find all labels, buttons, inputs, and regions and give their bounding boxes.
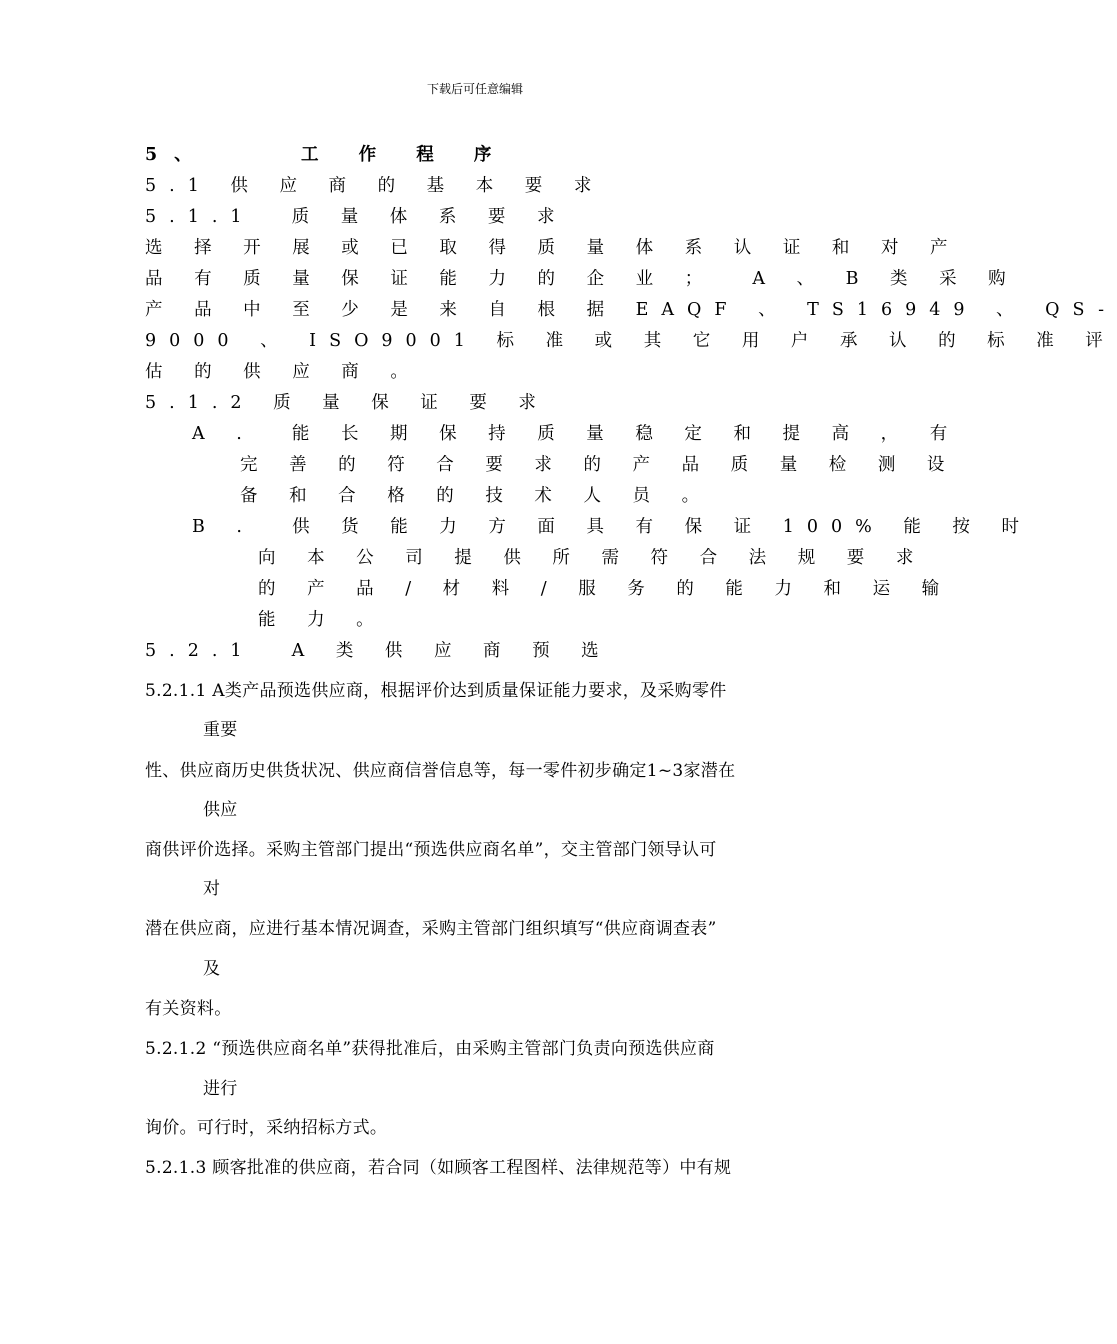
list-item-continuation: 向 本 公 司 提 供 所 需 符 合 法 规 要 求 (258, 548, 927, 568)
paragraph-line: 潜在供应商，应进行基本情况调查，采购主管部门组织填写“供应商调查表” (145, 919, 717, 939)
paragraph-line: 5.2.1.1 A类产品预选供应商，根据评价达到质量保证能力要求，及采购零件 (145, 681, 727, 701)
paragraph-wrap: 重要 (203, 720, 238, 740)
page-header-note: 下载后可任意编辑 (426, 82, 523, 96)
paragraph-line: 询价。可行时，采纳招标方式。 (145, 1118, 388, 1138)
paragraph-wrap: 及 (203, 959, 221, 979)
paragraph-line: 有关资料。 (145, 999, 232, 1019)
subsection-heading: 5.1 供 应 商 的 基 本 要 求 (145, 176, 605, 196)
list-item-continuation: 完 善 的 符 合 要 求 的 产 品 质 量 检 测 设 (240, 455, 958, 475)
paragraph-line: 产 品 中 至 少 是 来 自 根 据 EAQF 、 TS16949 、 QS- (145, 300, 1117, 320)
section-heading: 5、 工 作 程 序 (145, 145, 509, 165)
list-item-continuation: 备 和 合 格 的 技 术 人 员 。 (240, 486, 713, 506)
paragraph-line: 品 有 质 量 保 证 能 力 的 企 业 ； A 、 B 类 采 购 (145, 269, 1019, 289)
paragraph-line: 选 择 开 展 或 已 取 得 质 量 体 系 认 证 和 对 产 (145, 238, 961, 258)
paragraph-wrap: 对 (203, 879, 221, 899)
list-item: A . 能 长 期 保 持 质 量 稳 定 和 提 高 ， 有 (192, 424, 961, 444)
list-item-continuation: 能 力 。 (258, 610, 387, 630)
paragraph-wrap: 进行 (203, 1079, 238, 1099)
subsection-heading: 5.1.2 质 量 保 证 要 求 (145, 393, 549, 413)
paragraph-wrap: 供应 (203, 800, 238, 820)
paragraph-line: 9000 、 ISO9001 标 准 或 其 它 用 户 承 认 的 标 准 评 (145, 331, 1116, 351)
subsection-heading: 5.2.1 A 类 供 应 商 预 选 (145, 641, 612, 661)
paragraph-line: 商供评价选择。采购主管部门提出“预选供应商名单”，交主管部门领导认可 (145, 840, 717, 860)
list-item: B . 供 货 能 力 方 面 具 有 保 证 100% 能 按 时 (192, 517, 1032, 537)
paragraph-line: 估 的 供 应 商 。 (145, 362, 421, 382)
paragraph-line: 5.2.1.2 “预选供应商名单”获得批准后，由采购主管部门负责向预选供应商 (145, 1039, 715, 1059)
paragraph-line: 性、供应商历史供货状况、供应商信誉信息等，每一零件初步确定1~3家潜在 (145, 761, 736, 781)
subsection-heading: 5.1.1 质 量 体 系 要 求 (145, 207, 568, 227)
list-item-continuation: 的 产 品 / 材 料 / 服 务 的 能 力 和 运 输 (258, 579, 953, 599)
paragraph-line: 5.2.1.3 顾客批准的供应商，若合同（如顾客工程图样、法律规范等）中有规 (145, 1158, 732, 1178)
